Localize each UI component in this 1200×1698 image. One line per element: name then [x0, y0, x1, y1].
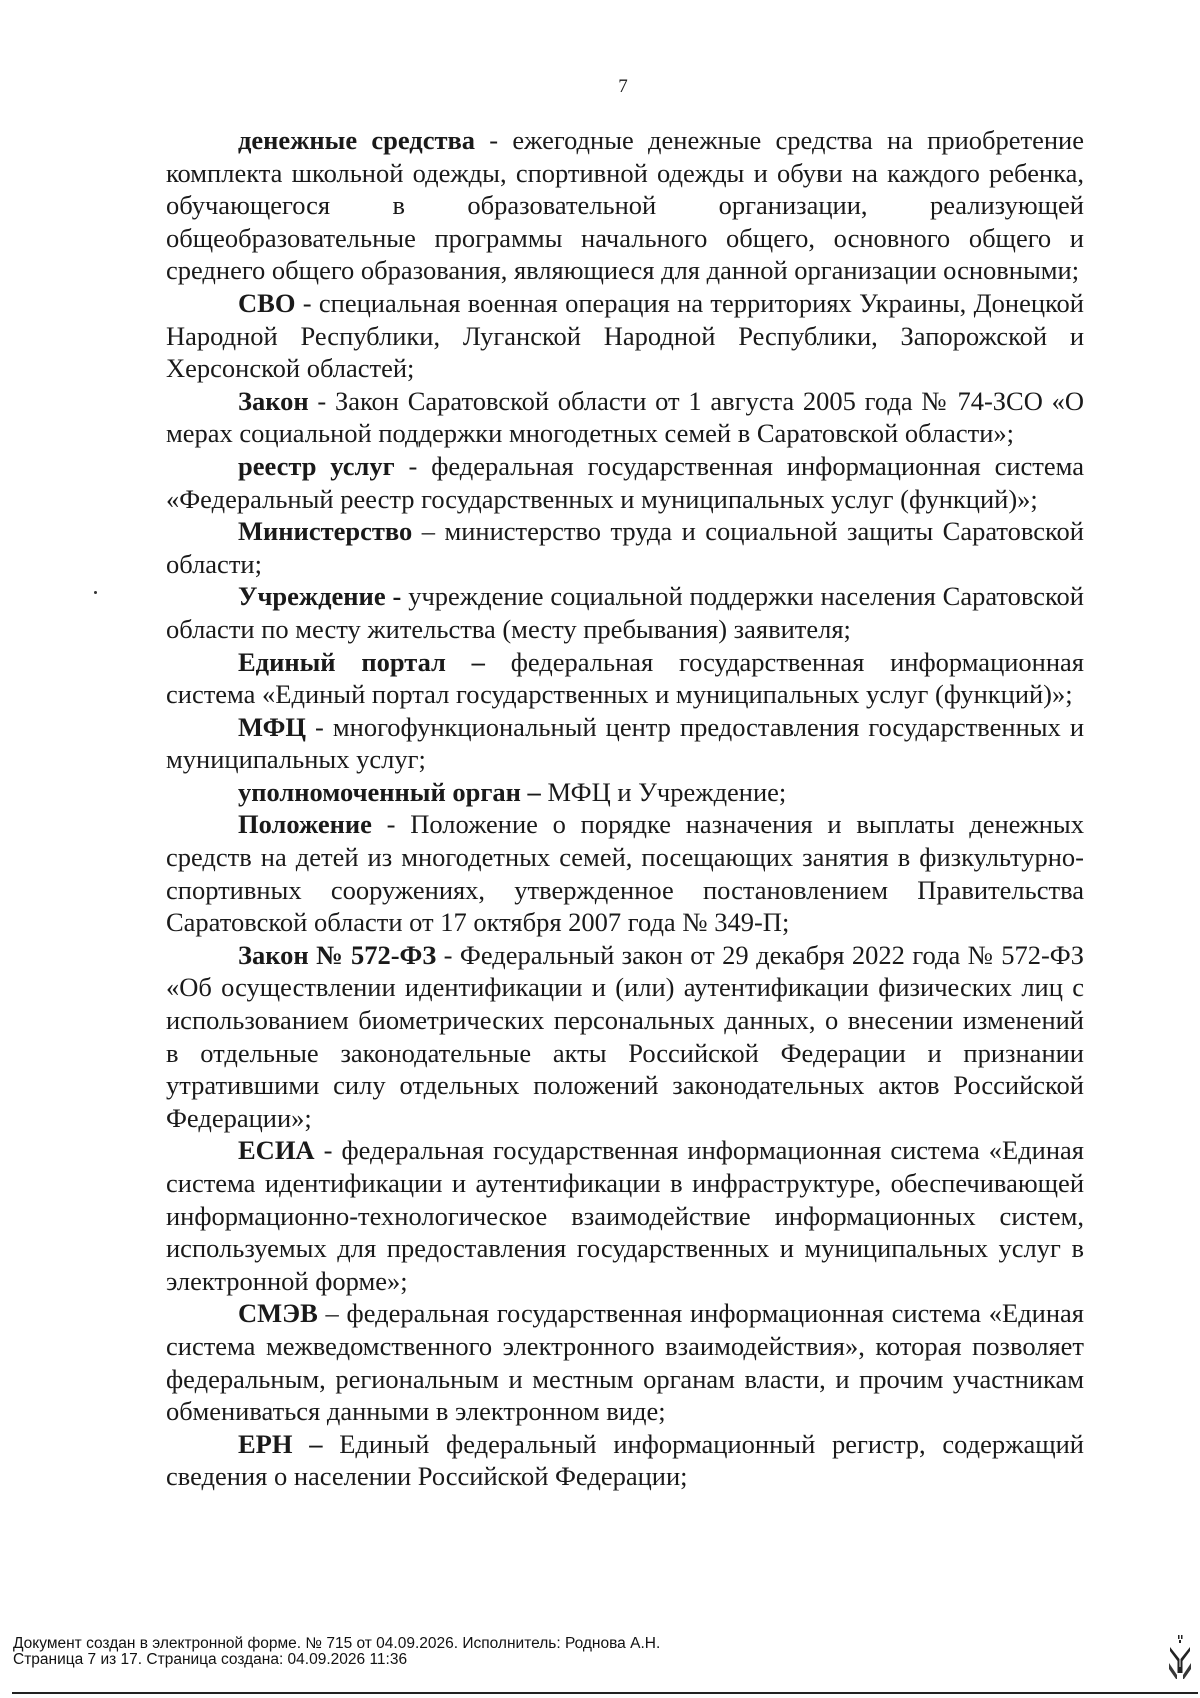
defined-term: ЕСИА — [238, 1135, 315, 1166]
definition-text: - Федеральный закон от 29 декабря 2022 года № 572-ФЗ «Об осуществлении идентификации и (или) аутентификации физических лиц с использованием биометрических персональных данных, о внесении изменений в отдельные законодательные акты Российской Федерации и признании утратившими силу отдельных положений законодательных актов Российской Федерации»; — [166, 939, 1084, 1133]
definition-text: Единый федеральный информационный регистр, содержащий сведения о населении Российской Федерации; — [166, 1428, 1084, 1492]
document-body — [166, 124, 1084, 1493]
definition-text: учреждение социальной поддержки населения Саратовской области по месту жительства (месту пребывания) заявителя; — [166, 581, 1084, 644]
definition-paragraph — [166, 287, 1084, 385]
definition-text: - многофункциональный центр предоставления государственных и муниципальных услуг; — [166, 711, 1084, 775]
definition-text: МФЦ и Учреждение; — [540, 776, 787, 807]
defined-term: ЕРН – — [238, 1428, 323, 1459]
defined-term: СВО — [238, 287, 296, 318]
definition-paragraph — [166, 776, 1084, 809]
definition-paragraph — [166, 1428, 1084, 1493]
page-number: 7 — [618, 76, 628, 97]
definition-paragraph — [166, 450, 1084, 515]
defined-term: МФЦ — [238, 711, 307, 742]
definition-paragraph — [166, 939, 1084, 1135]
definition-text: – министерство труда и социальной защиты Саратовской области; — [166, 516, 1084, 579]
definition-paragraph — [166, 580, 1084, 645]
coat-of-arms-icon — [1167, 1633, 1193, 1681]
definition-paragraph — [166, 385, 1084, 450]
definition-paragraph — [166, 711, 1084, 776]
definition-paragraph — [166, 124, 1084, 287]
defined-term: Закон — [238, 385, 309, 416]
definition-text: - Закон Саратовской области от 1 августа 2005 года № 74-ЗСО «О мерах социальной поддержки многодетных семей в Саратовской области»; — [166, 385, 1084, 449]
definition-text: – федеральная государственная информационная система «Единая система межведомственного электронного взаимодействия», которая позволяет федеральным, региональным и местным органам власти, и прочим участникам обмениваться данными в электронном виде; — [166, 1298, 1084, 1427]
definition-text: - федеральная государственная информационная система «Единая система идентификации и аутентификации в инфраструктуре, обеспечивающей информационно-технологическое взаимодействие информационных систем, используемых для предоставления государственных и муниципальных услуг в электронной форме»; — [166, 1135, 1084, 1296]
defined-term: денежные средства — [238, 125, 476, 155]
definition-text: - специальная военная операция на территориях Украины, Донецкой Народной Республики, Луганской Народной Республики, Запорожской и Херсонской областей; — [166, 287, 1084, 384]
defined-term: Учреждение - — [238, 581, 402, 612]
definition-paragraph — [166, 646, 1084, 711]
definition-paragraph — [166, 1297, 1084, 1427]
definition-text: - ежегодные денежные средства на приобретение комплекта школьной одежды, спортивной одежды и обуви на каждого ребенка, обучающегося в образовательной организации, реализующей общеобразовательные программы начального общего, основного общего и среднего общего образования, являющиеся для данной организации основными; — [166, 125, 1084, 286]
footer-line-document-info: Документ создан в электронной форме. № 715 от 04.09.2026. Исполнитель: Роднова А.Н. — [13, 1635, 661, 1652]
defined-term: Министерство — [238, 516, 413, 547]
defined-term: Закон № 572-ФЗ — [238, 939, 437, 970]
defined-term: уполномоченный орган – — [238, 776, 541, 807]
definition-text: федеральная государственная информационная система «Единый портал государственных и муниципальных услуг (функций)»; — [166, 646, 1084, 710]
defined-term: Единый портал – — [238, 646, 485, 677]
definition-text: - федеральная государственная информационная система «Федеральный реестр государственных и муниципальных услуг (функций)»; — [166, 450, 1084, 514]
defined-term: Положение — [238, 809, 372, 840]
document-footer — [13, 1636, 660, 1668]
footer-divider — [12, 1692, 1198, 1694]
definition-text: - Положение о порядке назначения и выплаты денежных средств на детей из многодетных семей, посещающих занятия в физкультурно-спортивных сооружениях, утвержденное постановлением Правительства Саратовской области от 17 октября 2007 года № 349-П; — [166, 809, 1084, 938]
defined-term: СМЭВ — [238, 1298, 318, 1329]
definition-paragraph — [166, 515, 1084, 580]
scan-speck — [94, 591, 97, 594]
definition-paragraph — [166, 808, 1084, 938]
defined-term: реестр услуг — [238, 450, 395, 481]
definition-paragraph — [166, 1134, 1084, 1297]
footer-line-page-info: Страница 7 из 17. Страница создана: 04.09.2026 11:36 — [13, 1651, 408, 1668]
